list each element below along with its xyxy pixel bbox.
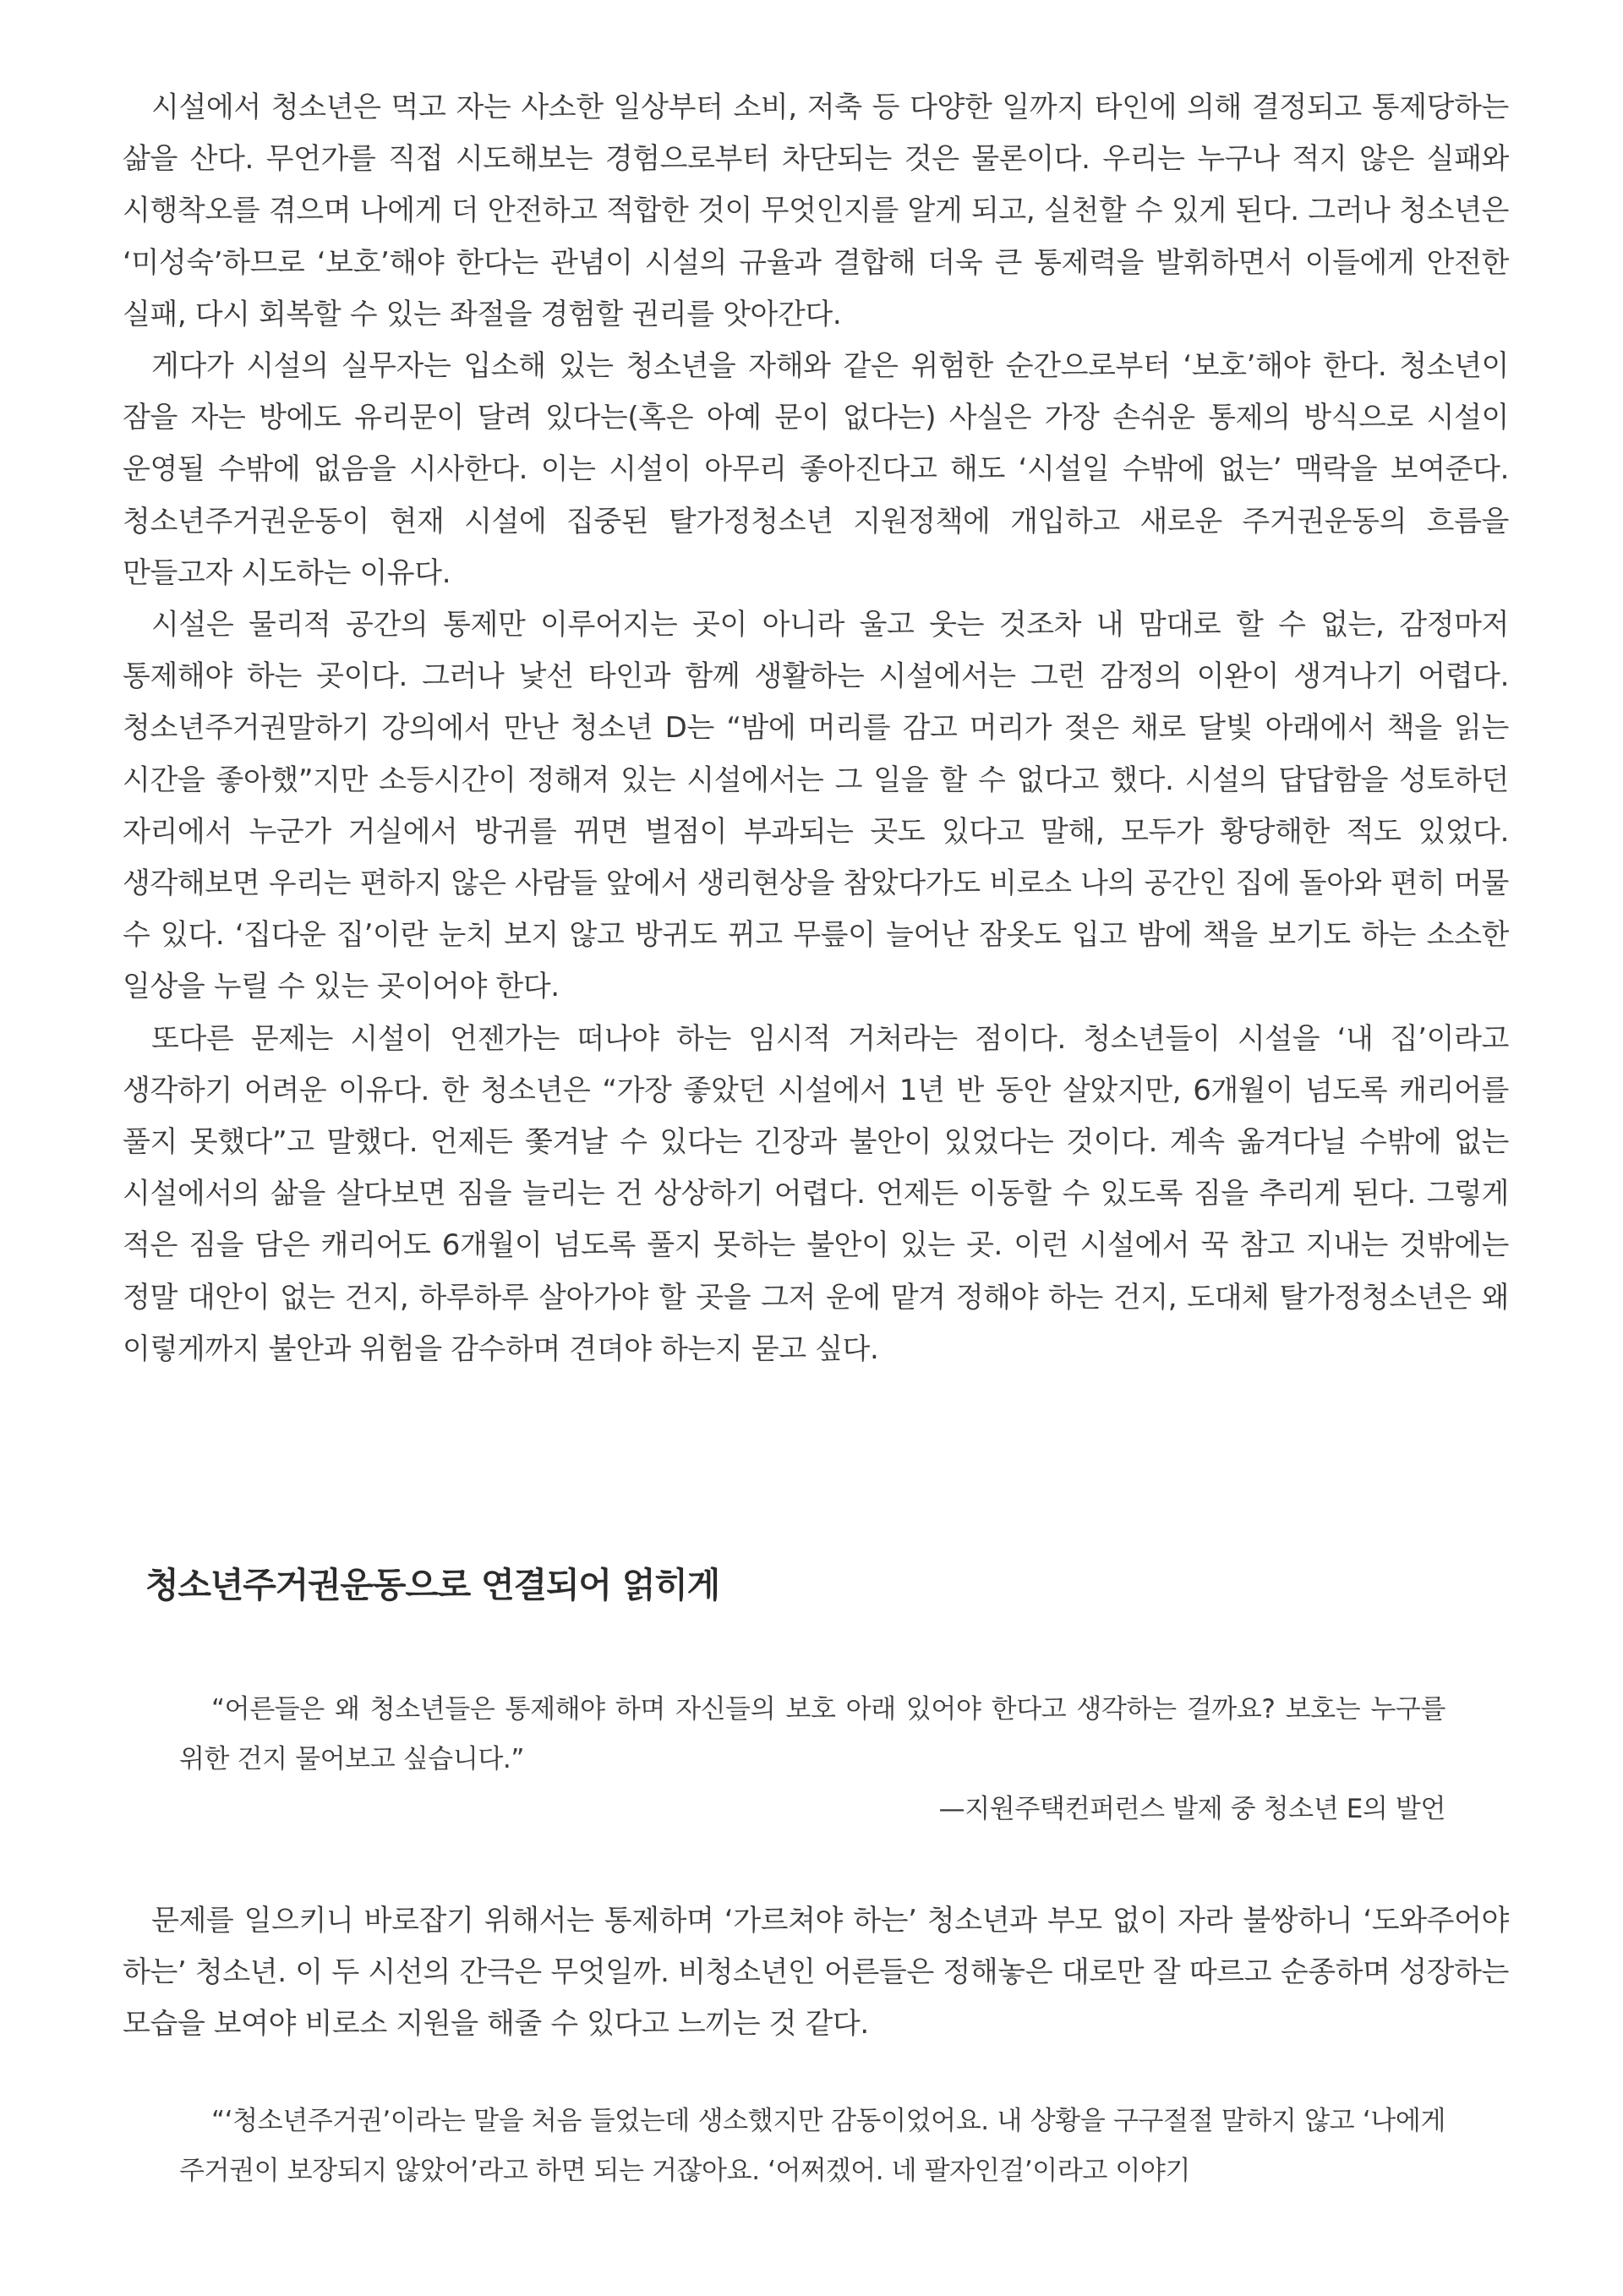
section-text-block <box>123 1895 1509 2051</box>
block-quote-youth-e <box>179 1685 1445 1834</box>
intro-text-block <box>123 82 1509 1375</box>
quote-text: “어른들은 왜 청소년들은 통제해야 하며 자신들의 보호 아래 있어야 한다고 생각하는 걸까요? 보호는 누구를 위한 건지 물어보고 싶습니다.” <box>179 1694 1445 1774</box>
section-heading: 청소년주거권운동으로 연결되어 얽히게 <box>145 1565 720 1605</box>
quote-text: “‘청소년주거권’이라는 말을 처음 들었는데 생소했지만 감동이었어요. 내 상황을 구구절절 말하지 않고 ‘나에게 주거권이 보장되지 않았어’라고 하면 되는 거잖아요. ‘어쩌겠어. 네 팔자인걸’이라고 이야기 <box>179 2106 1445 2186</box>
quote-attribution: —지원주택컨퍼런스 발제 중 청소년 E의 발언 <box>938 1794 1445 1824</box>
paragraph-staff-protection: 게다가 시설의 실무자는 입소해 있는 청소년을 자해와 같은 위험한 순간으로부터 ‘보호’해야 한다. 청소년이 잠을 자는 방에도 유리문이 달려 있다는(혹은 아예 문이 없다는) 사실은 가장 손쉬운 통제의 방식으로 시설이 운영될 수밖에 없음을 시사한다. 이는 시설이 아무리 좋아진다고 해도 ‘시설일 수밖에 없는’ 맥락을 보여준다. 청소년주거권운동이 현재 시설에 집중된 탈가정청소년 지원정책에 개입하고 새로운 주거권운동의 흐름을 만들고자 시도하는 이유다. <box>123 349 1509 590</box>
paragraph-emotional-control: 시설은 물리적 공간의 통제만 이루어지는 곳이 아니라 울고 웃는 것조차 내 맘대로 할 수 없는, 감정마저 통제해야 하는 곳이다. 그러나 낯선 타인과 함께 생활하는 시설에서는 그런 감정의 이완이 생겨나기 어렵다. 청소년주거권말하기 강의에서 만난 청소년 D는 “밤에 머리를 감고 머리가 젖은 채로 달빛 아래에서 책을 읽는 시간을 좋아했”지만 소등시간이 정해져 있는 시설에서는 그 일을 할 수 없다고 했다. 시설의 답답함을 성토하던 자리에서 누군가 거실에서 방귀를 뀌면 벌점이 부과되는 곳도 있다고 말해, 모두가 황당해한 적도 있었다. 생각해보면 우리는 편하지 않은 사람들 앞에서 생리현상을 참았다가도 비로소 나의 공간인 집에 돌아와 편히 머물 수 있다. ‘집다운 집’이란 눈치 보지 않고 방귀도 뀌고 무릎이 늘어난 잠옷도 입고 밤에 책을 보기도 하는 소소한 일상을 누릴 수 있는 곳이어야 한다. <box>123 608 1510 1004</box>
paragraph-facility-control: 시설에서 청소년은 먹고 자는 사소한 일상부터 소비, 저축 등 다양한 일까지 타인에 의해 결정되고 통제당하는 삶을 산다. 무언가를 직접 시도해보는 경험으로부터 차단되는 것은 물론이다. 우리는 누구나 적지 않은 실패와 시행착오를 겪으며 나에게 더 안전하고 적합한 것이 무엇인지를 알게 되고, 실천할 수 있게 된다. 그러나 청소년은 ‘미성숙’하므로 ‘보호’해야 한다는 관념이 시설의 규율과 결합해 더욱 큰 통제력을 발휘하면서 이들에게 안전한 실패, 다시 회복할 수 있는 좌절을 경험할 권리를 앗아간다. <box>123 90 1509 331</box>
block-quote-housing-rights <box>179 2096 1445 2196</box>
paragraph-temporary-residence: 또다른 문제는 시설이 언젠가는 떠나야 하는 임시적 거처라는 점이다. 청소년들이 시설을 ‘내 집’이라고 생각하기 어려운 이유다. 한 청소년은 “가장 좋았던 시설에서 1년 반 동안 살았지만, 6개월이 넘도록 캐리어를 풀지 못했다”고 말했다. 언제든 쫓겨날 수 있다는 긴장과 불안이 있었다는 것이다. 계속 옮겨다닐 수밖에 없는 시설에서의 삶을 살다보면 짐을 늘리는 건 상상하기 어렵다. 언제든 이동할 수 있도록 짐을 추리게 된다. 그렇게 적은 짐을 담은 캐리어도 6개월이 넘도록 풀지 못하는 불안이 있는 곳. 이런 시설에서 꾹 참고 지내는 것밖에는 정말 대안이 없는 건지, 하루하루 살아가야 할 곳을 그저 운에 맡겨 정해야 하는 건지, 도대체 탈가정청소년은 왜 이렇게까지 불안과 위험을 감수하며 견뎌야 하는지 묻고 싶다. <box>123 1021 1509 1366</box>
paragraph-two-perspectives: 문제를 일으키니 바로잡기 위해서는 통제하며 ‘가르쳐야 하는’ 청소년과 부모 없이 자라 불쌍하니 ‘도와주어야 하는’ 청소년. 이 두 시선의 간극은 무엇일까. 비청소년인 어른들은 정해놓은 대로만 잘 따르고 순종하며 성장하는 모습을 보여야 비로소 지원을 해줄 수 있다고 느끼는 것 같다. <box>123 1904 1509 2042</box>
